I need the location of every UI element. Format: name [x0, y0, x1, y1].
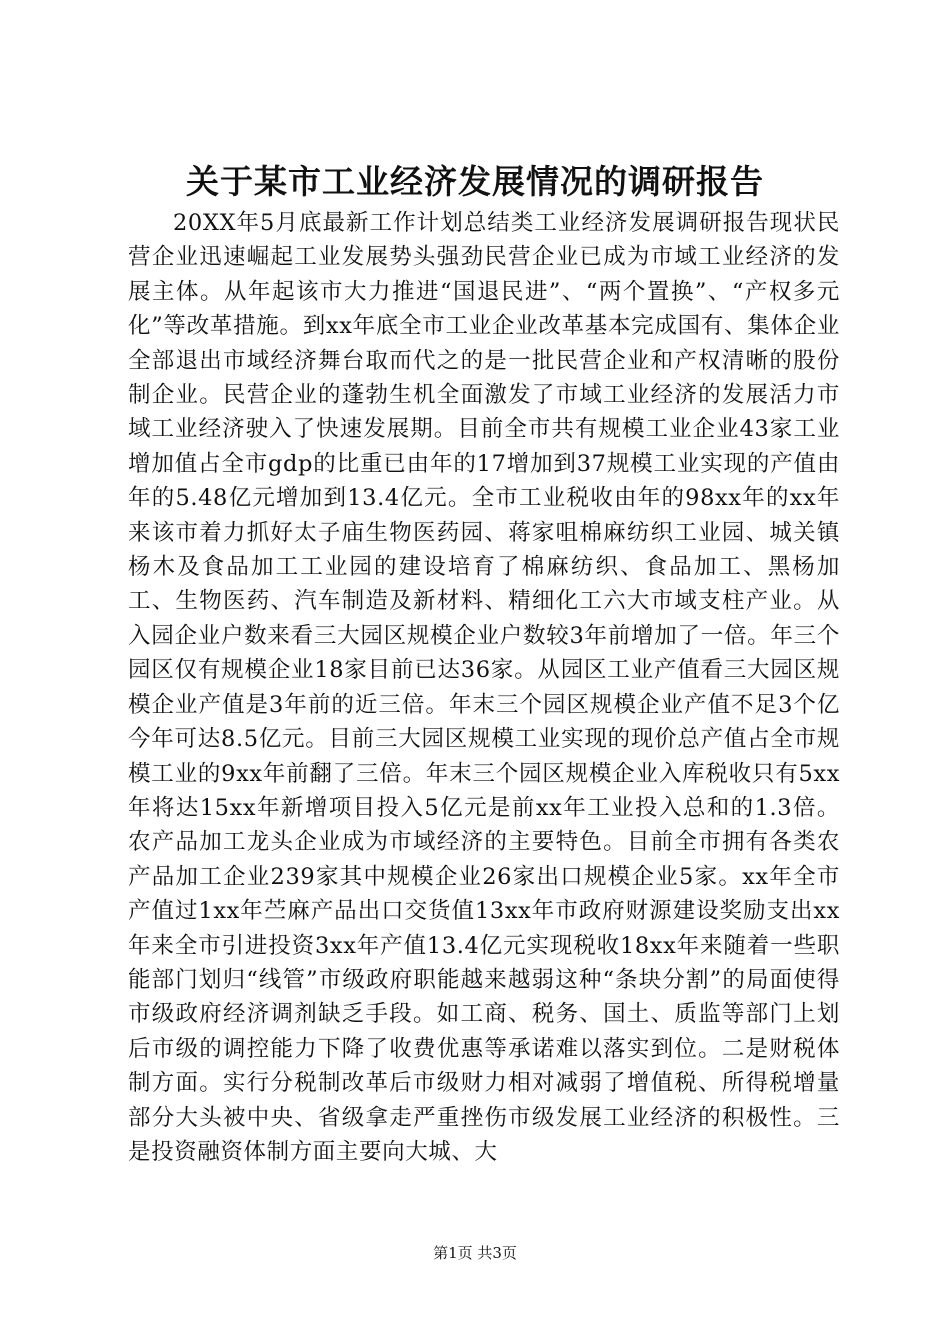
document-body-paragraph: 20XX年5月底最新工作计划总结类工业经济发展调研报告现状民营企业迅速崛起工业发展势头强劲民营企业已成为市域工业经济的发展主体。从年起该市大力推进“国退民进”、“两个置换”、“产权多元化”等改革措施。到xx年底全市工业企业改革基本完成国有、集体企业全部退出市域经济舞台取而代之的是一批民营企业和产权清晰的股份制企业。民营企业的蓬勃生机全面激发了市域工业经济的发展活力市域工业经济驶入了快速发展期。目前全市共有规模工业企业43家工业增加值占全市gdp的比重已由年的17增加到37规模工业实现的产值由年的5.48亿元增加到13.4亿元。全市工业税收由年的98xx年的xx年来该市着力抓好太子庙生物医药园、蒋家咀棉麻纺织工业园、城关镇杨木及食品加工工业园的建设培育了棉麻纺织、食品加工、黑杨加工、生物医药、汽车制造及新材料、精细化工六大市域支柱产业。从入园企业户数来看三大园区规模企业户数较3年前增加了一倍。年三个园区仅有规模企业18家目前已达36家。从园区工业产值看三大园区规模企业产值是3年前的近三倍。年末三个园区规模企业产值不足3个亿今年可达8.5亿元。目前三大园区规模工业实现的现价总产值占全市规模工业的9xx年前翻了三倍。年末三个园区规模企业入库税收只有5xx年将达15xx年新增项目投入5亿元是前xx年工业投入总和的1.3倍。农产品加工龙头企业成为市域经济的主要特色。目前全市拥有各类农产品加工企业239家其中规模企业26家出口规模企业5家。xx年全市产值过1xx年苎麻产品出口交货值13xx年市政府财源建设奖励支出xx年来全市引进投资3xx年产值13.4亿元实现税收18xx年来随着一些职能部门划归“线管”市级政府职能越来越弱这种“条块分割”的局面使得市级政府经济调剂缺乏手段。如工商、税务、国土、质监等部门上划后市级的调控能力下降了收费优惠等承诺难以落实到位。二是财税体制方面。实行分税制改革后市级财力相对减弱了增值税、所得税增量部分大头被中央、省级拿走严重挫伤市级发展工业经济的积极性。三是投资融资体制方面主要向大城、大: [128, 210, 840, 1165]
page-footer: [0, 1243, 950, 1263]
document-title: 关于某市工业经济发展情况的调研报告: [186, 162, 764, 201]
page-number-indicator: 第1页 共3页: [433, 1244, 517, 1262]
